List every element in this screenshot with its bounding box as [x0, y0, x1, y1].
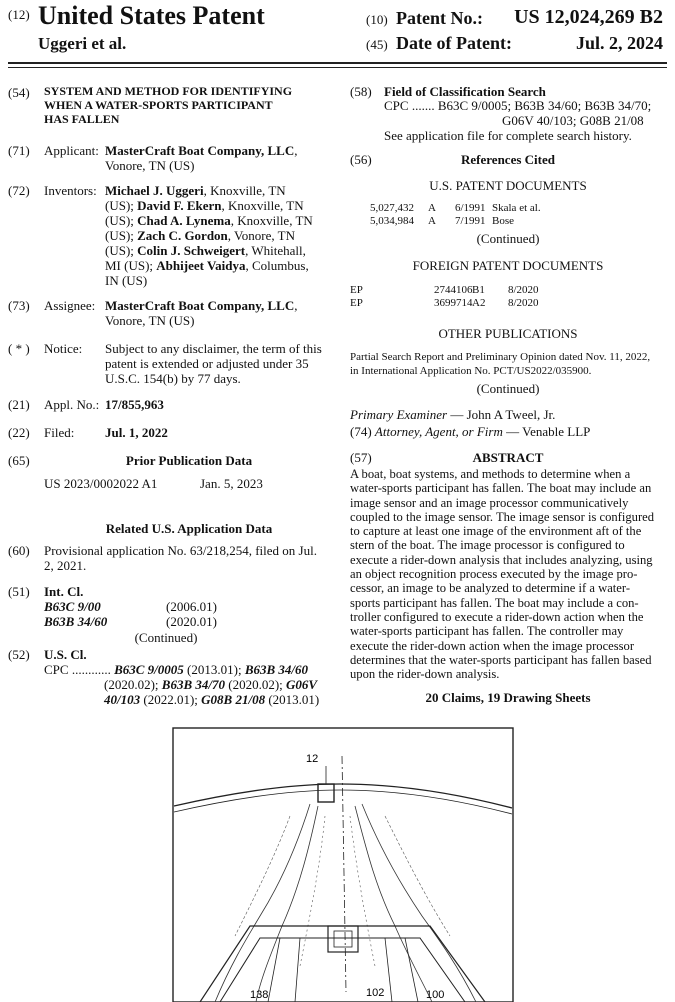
- field-search-heading: Field of Classification Search: [384, 84, 546, 99]
- other-pub-heading: OTHER PUBLICATIONS: [438, 326, 578, 341]
- prior-pub-code: (65): [8, 453, 30, 468]
- date-label: Date of Patent:: [396, 33, 512, 53]
- title-code: (54): [8, 85, 30, 100]
- us-cl-line: (2020.02); B63B 34/70 (2020.02); G06V: [104, 677, 318, 692]
- related-heading: Related U.S. Application Data: [105, 521, 273, 536]
- attorney-name: — Venable LLP: [502, 424, 591, 439]
- doc-number: 2744106: [434, 284, 473, 296]
- abstract-line: water-sports participant has fallen. The controller may: [350, 624, 624, 639]
- applicant: [105, 143, 330, 173]
- us-cl-text: [44, 662, 334, 707]
- inventor-line: (US); Colin J. Schweigert, Whitehall,: [105, 243, 306, 258]
- abstract-line: coupled to the image sensor. The image sensor is configured: [350, 509, 655, 524]
- int-cl-class: B63B 34/60: [44, 614, 108, 629]
- abstract-line: A boat, boat systems, and methods to determine when a: [350, 467, 631, 481]
- references-continued-2: (Continued): [476, 381, 540, 396]
- applicant-location: Vonore, TN (US): [105, 158, 195, 173]
- patent-date: Jul. 2, 2024: [575, 33, 663, 53]
- attorney: [350, 424, 590, 439]
- int-cl-row: [44, 614, 294, 629]
- assignee-code: (73): [8, 298, 30, 313]
- abstract-line: cessor, an image to be analyzed to determine if a water-: [350, 581, 631, 596]
- us-patent-heading: U.S. PATENT DOCUMENTS: [429, 178, 587, 193]
- patent-no-label: Patent No.:: [396, 8, 483, 28]
- kind-code-prefix: (12): [8, 7, 30, 22]
- doc-date: 8/2020: [508, 297, 539, 309]
- doc-number: 5,027,432: [370, 202, 414, 214]
- prior-pub-number: US 2023/0002022 A1: [44, 476, 158, 491]
- doc-name: Bose: [492, 215, 514, 227]
- inventor-line: IN (US): [105, 273, 148, 288]
- notice-code: ( * ): [8, 341, 30, 356]
- abstract-line: determines that the water-sports participant has fallen based: [350, 652, 652, 667]
- inventors-code: (72): [8, 183, 30, 198]
- abstract-line: stern of the boat. The image processor is configured to: [350, 538, 625, 553]
- foreign-doc-row: [350, 284, 539, 297]
- filed-code: (22): [8, 425, 30, 440]
- wake-line: [256, 806, 318, 1002]
- us-cl-line: CPC ............ B63C 9/0005 (2013.01); B63B 34/60: [44, 662, 309, 677]
- abstract-line: sports participant has fallen. The boat may include a con-: [350, 595, 639, 610]
- assignee-location: Vonore, TN (US): [105, 313, 195, 328]
- prior-pub-date: Jan. 5, 2023: [200, 476, 263, 491]
- applicant-suffix: ,: [294, 143, 298, 158]
- related-text: [44, 543, 334, 573]
- int-cl-table: [44, 599, 294, 629]
- patent-title-header: United States Patent: [38, 1, 265, 30]
- inventors-label: Inventors:: [44, 183, 97, 198]
- abstract-line: an object recognition process executed by the image pro-: [350, 567, 638, 582]
- prior-pub-heading: Prior Publication Data: [125, 453, 253, 468]
- camera-mount: [328, 926, 358, 952]
- abstract-line: troller configured to execute a rider-down action when the: [350, 609, 644, 624]
- int-cl-class: B63C 9/00: [44, 599, 101, 614]
- references-continued-1: (Continued): [476, 231, 540, 246]
- int-cl-version: (2006.01): [166, 599, 217, 614]
- drawing-label-top: 12: [306, 753, 319, 765]
- appl-no-label: Appl. No.:: [44, 397, 100, 412]
- foreign-docs: [350, 284, 539, 310]
- abstract-code: (57): [350, 450, 372, 465]
- attorney-code: (74): [350, 424, 372, 439]
- notice-line: patent is extended or adjusted under 35: [105, 356, 309, 371]
- related-line: 2, 2021.: [44, 558, 87, 573]
- header-rule-2: [8, 67, 667, 68]
- other-pub-line: in International Application No. PCT/US2022/035900.: [350, 365, 592, 377]
- abstract-line: water-sports participant has fallen. The boat may include an: [350, 481, 652, 496]
- assignee-label: Assignee:: [44, 298, 96, 313]
- wake-line: [355, 806, 432, 1002]
- header-rule-1: [8, 62, 667, 64]
- us-cl-line: 40/103 (2022.01); G08B 21/08 (2013.01): [104, 692, 320, 707]
- related-line: Provisional application No. 63/218,254, filed on Jul.: [44, 543, 317, 558]
- title-line: WHEN A WATER-SPORTS PARTICIPANT: [44, 98, 273, 112]
- int-cl-row: [44, 599, 294, 614]
- us-cl-label: U.S. Cl.: [44, 647, 87, 662]
- field-search-line: See application file for complete search history.: [384, 128, 632, 143]
- doc-date: 7/1991: [455, 215, 486, 227]
- doc-date: 6/1991: [455, 202, 486, 214]
- doc-country: EP: [350, 284, 363, 296]
- inventor-line: MI (US); Abhijeet Vaidya, Columbus,: [105, 258, 309, 273]
- title-line: SYSTEM AND METHOD FOR IDENTIFYING: [44, 84, 293, 98]
- us-cl-code: (52): [8, 647, 30, 662]
- date-prefix: (45): [366, 37, 388, 52]
- us-docs: [370, 202, 541, 228]
- invention-title: [44, 84, 334, 126]
- abstract-line: upon the rider-down analysis.: [350, 667, 500, 682]
- applicant-name: MasterCraft Boat Company, LLC: [105, 143, 295, 158]
- doc-country: EP: [350, 297, 363, 309]
- drawing-label-right: 100: [426, 989, 445, 1001]
- notice-line: U.S.C. 154(b) by 77 days.: [105, 371, 241, 386]
- examiner-name: — John A Tweel, Jr.: [447, 407, 556, 422]
- int-cl-version: (2020.01): [166, 614, 217, 629]
- applicant-code: (71): [8, 143, 30, 158]
- attorney-label: Attorney, Agent, or Firm: [374, 424, 503, 439]
- references-heading: References Cited: [461, 152, 555, 167]
- inventor-short: Uggeri et al.: [38, 34, 127, 53]
- foreign-patent-heading: FOREIGN PATENT DOCUMENTS: [412, 258, 604, 273]
- field-search-line: CPC ....... B63C 9/0005; B63B 34/60; B63B 34/70;: [384, 98, 652, 113]
- other-pub-text: [350, 350, 670, 378]
- appl-no-code: (21): [8, 397, 30, 412]
- inventor-line: (US); David F. Ekern, Knoxville, TN: [105, 198, 304, 213]
- foreign-doc-row: [350, 297, 539, 310]
- int-cl-continued: (Continued): [134, 630, 198, 645]
- references-code: (56): [350, 152, 372, 167]
- representative-drawing: [160, 726, 526, 1002]
- doc-name: Skala et al.: [492, 202, 541, 214]
- doc-number: 3699714: [434, 297, 473, 309]
- wake-line: [215, 804, 310, 1002]
- inventor-line: (US); Zach C. Gordon, Vonore, TN: [105, 228, 295, 243]
- appl-no-value: 17/855,963: [105, 397, 164, 412]
- us-doc-row: [370, 202, 541, 215]
- notice-line: Subject to any disclaimer, the term of this: [105, 341, 322, 356]
- us-doc-row: [370, 215, 541, 228]
- applicant-label: Applicant:: [44, 143, 99, 158]
- inventor-line: (US); Chad A. Lynema, Knoxville, TN: [105, 213, 313, 228]
- assignee: [105, 298, 330, 328]
- drawing-label-center: 102: [366, 987, 385, 999]
- abstract-line: execute a rider-down analysis that includes analyzing, using: [350, 552, 653, 567]
- patent-number: US 12,024,269 B2: [514, 6, 663, 28]
- doc-kind: B1: [472, 284, 485, 296]
- primary-examiner: [350, 407, 555, 422]
- stern-panels: [268, 938, 418, 1002]
- related-code: (60): [8, 543, 30, 558]
- doc-kind: A2: [472, 297, 486, 309]
- drawing-frame: [173, 728, 513, 1002]
- assignee-suffix: ,: [294, 298, 298, 313]
- examiner-label: Primary Examiner: [350, 407, 448, 422]
- field-search-code: (58): [350, 84, 372, 99]
- center-axis: [342, 756, 346, 992]
- int-cl-code: (51): [8, 584, 30, 599]
- abstract-line: to capture at least one image of the environment aft of the: [350, 524, 642, 539]
- field-search-text: [384, 98, 666, 143]
- filed-label: Filed:: [44, 425, 75, 440]
- other-pub-line: Partial Search Report and Preliminary Opinion dated Nov. 11, 2022,: [350, 351, 651, 363]
- rider-box: [318, 784, 334, 802]
- inventor-line: Michael J. Uggeri, Knoxville, TN: [105, 183, 286, 198]
- notice-text: [105, 341, 330, 386]
- abstract-heading: ABSTRACT: [472, 450, 544, 465]
- drawing-label-left: 138: [250, 989, 269, 1001]
- doc-kind: A: [428, 215, 436, 227]
- claims-summary: 20 Claims, 19 Drawing Sheets: [425, 690, 591, 705]
- title-line: HAS FALLEN: [44, 112, 120, 126]
- doc-number: 5,034,984: [370, 215, 414, 227]
- patent-no-prefix: (10): [366, 12, 388, 27]
- abstract-text: [350, 467, 666, 681]
- abstract-line: execute the rider-down action when the image processor: [350, 638, 635, 653]
- doc-kind: A: [428, 202, 436, 214]
- notice-label: Notice:: [44, 341, 83, 356]
- abstract-line: image sensor and an image processor communicatively: [350, 495, 629, 510]
- int-cl-label: Int. Cl.: [44, 584, 84, 599]
- inventors-list: [105, 183, 330, 288]
- doc-date: 8/2020: [508, 284, 539, 296]
- patent-kind-code: [8, 6, 30, 24]
- assignee-name: MasterCraft Boat Company, LLC: [105, 298, 295, 313]
- camera-mount-inner: [334, 931, 352, 947]
- wake-turbulence: [235, 816, 450, 936]
- filed-value: Jul. 1, 2022: [105, 425, 168, 440]
- field-search-line: G06V 40/103; G08B 21/08: [502, 113, 644, 128]
- wake-line: [362, 804, 476, 1002]
